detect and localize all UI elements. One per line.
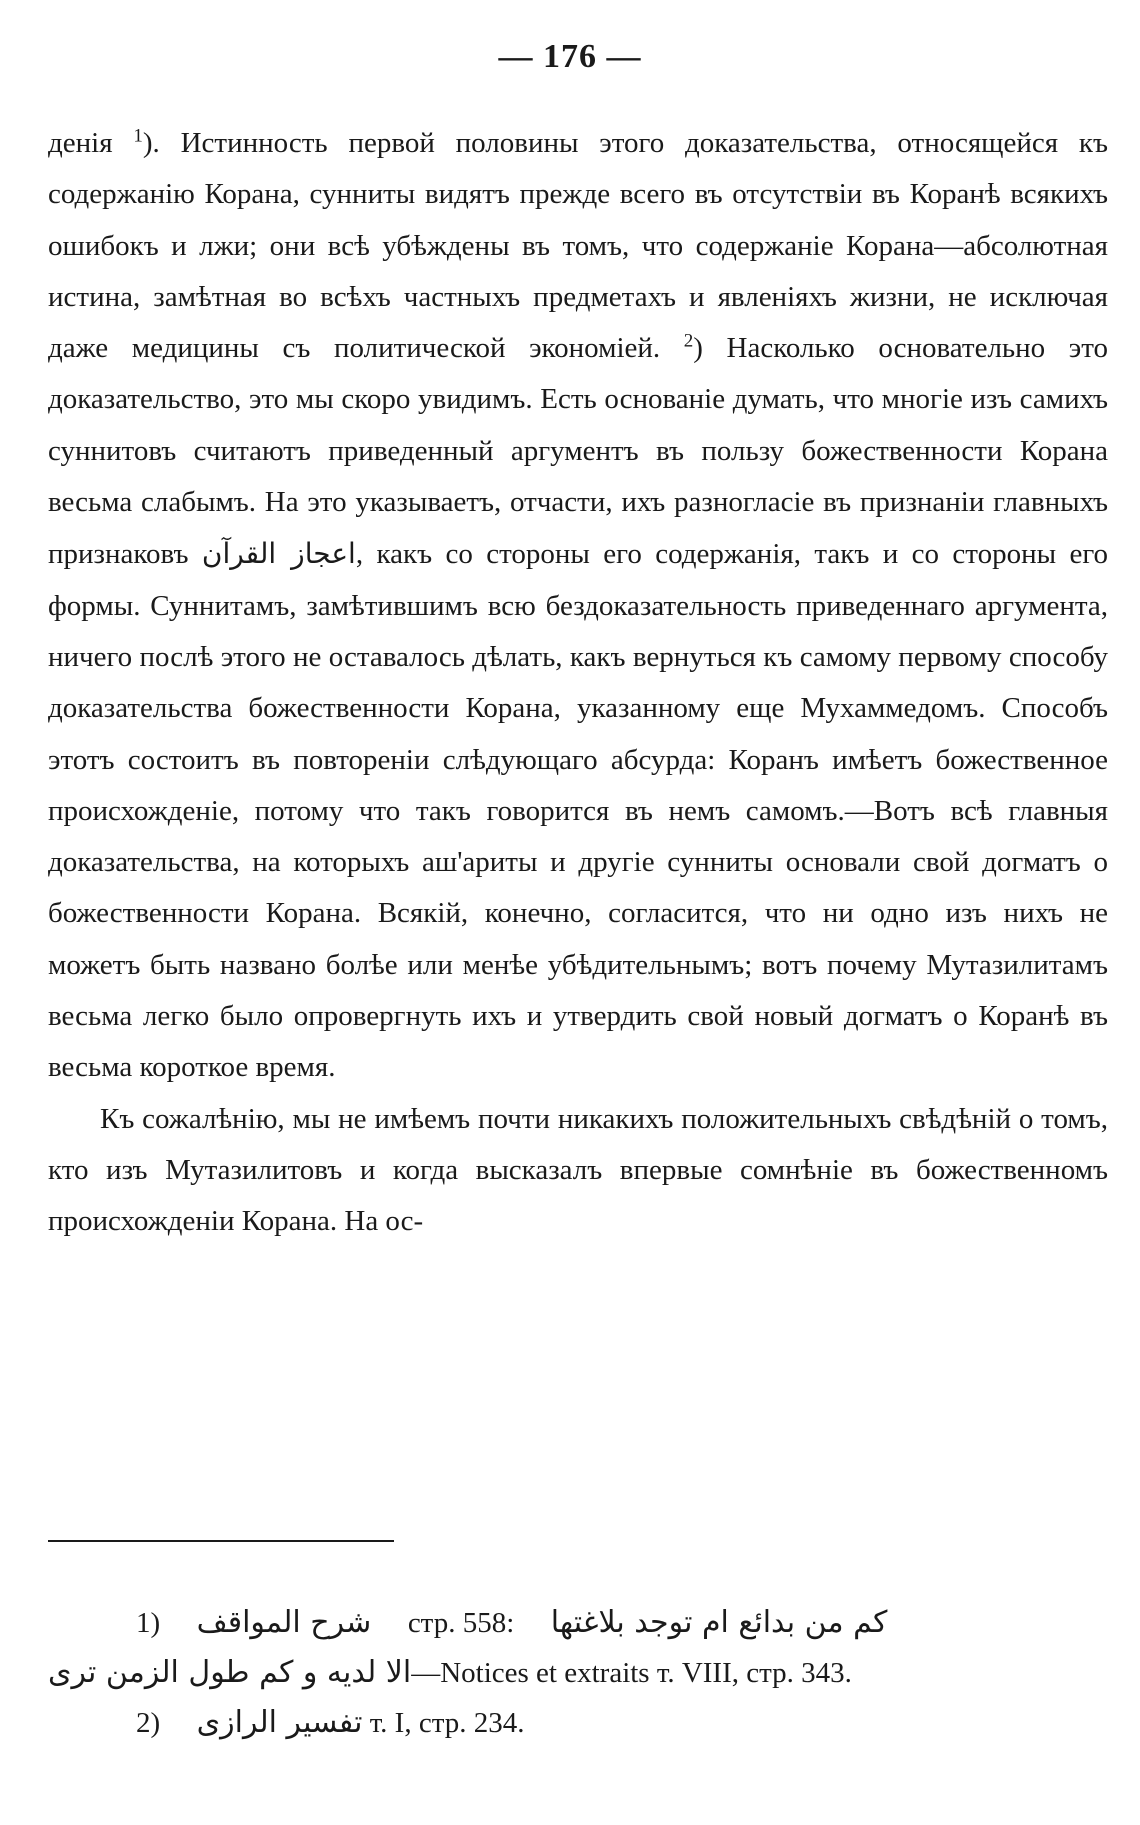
footnote-1-arabic-source: شرح المواقف — [196, 1605, 372, 1640]
text-segment: ). Истинность первой половины этого доказательства, относящейся къ содержанію Корана, сунниты видятъ прежде всего въ отсутствіи въ Коранѣ всякихъ ошибокъ и лжи; они всѣ убѣждены въ томъ, что содержаніе Корана—абсолютная истина, замѣтная во всѣхъ частныхъ предметахъ и явленіяхъ жизни, не исключая даже медицины съ политической экономіей. — [48, 127, 1108, 365]
footnote-2-ref: т. I, стр. 234. — [369, 1707, 525, 1739]
footnote-1-ref-2: —Notices et extraits т. VIII, стр. 343. — [411, 1657, 852, 1689]
main-text — [48, 118, 1108, 1248]
footnote-ref-2: 2 — [683, 330, 694, 352]
footnote-divider — [48, 1540, 394, 1542]
text-segment: , какъ со стороны его содержанія, такъ и со стороны его формы. Суннитамъ, замѣтившимъ всю бездоказательность приведеннаго аргумента, ничего послѣ этого не оставалось дѣлать, какъ вернуться къ самому первому способу доказательства божественности Корана, указанному еще Мухаммедомъ. Способъ этотъ состоитъ въ повтореніи слѣдующаго абсурда: Коранъ имѣетъ божественное происхожденіе, потому что такъ говорится въ немъ самомъ.—Вотъ всѣ главныя доказательства, на которыхъ аш'ариты и другіе сунниты основали свой догматъ о божественности Корана. Всякій, конечно, согласится, что ни одно изъ нихъ не можетъ быть названо болѣе или менѣе убѣдительнымъ; вотъ почему Мутазилитамъ весьма легко было опровергнуть ихъ и утвердить свой новый догматъ о Коранѣ въ весьма короткое время. — [48, 538, 1109, 1084]
paragraph-1 — [48, 118, 1108, 1094]
text-segment: денія — [48, 127, 134, 159]
text-segment: ) Насколько основательно это доказательство, это мы скоро увидимъ. Есть основаніе думать, что многіе изъ самихъ суннитовъ считаютъ приведенный аргументъ въ пользу божественности Корана весьма слабымъ. На это указываетъ, отчасти, ихъ разногласіе въ признаніи главныхъ признаковъ — [48, 332, 1108, 571]
page-number: — 176 — — [498, 38, 642, 75]
footnote-2 — [48, 1698, 1108, 1748]
footnote-1-arabic-quote-2: الا لديه و كم طول الزمن ترى — [48, 1655, 412, 1690]
paragraph-2: Къ сожалѣнію, мы не имѣемъ почти никакихъ положительныхъ свѣдѣній о томъ, кто изъ Мутазилитовъ и когда высказалъ впервые сомнѣніе въ божественномъ происхожденіи Корана. На ос- — [48, 1102, 1108, 1238]
footnote-2-arabic-source: تفسير الرازى — [196, 1705, 363, 1740]
footnote-1-ref: стр. 558: — [407, 1607, 515, 1639]
arabic-term: اعجاز القرآن — [201, 537, 356, 571]
footnotes — [48, 1598, 1108, 1748]
footnote-ref-1: 1 — [133, 125, 143, 147]
footnote-1-continued — [48, 1648, 1108, 1698]
footnote-1 — [48, 1598, 1108, 1648]
footnote-1-arabic-quote: كم من بدائع ام توجد بلاغتها — [550, 1605, 888, 1640]
footnote-2-marker: 2) — [136, 1707, 161, 1739]
footnote-1-marker: 1) — [136, 1607, 161, 1639]
